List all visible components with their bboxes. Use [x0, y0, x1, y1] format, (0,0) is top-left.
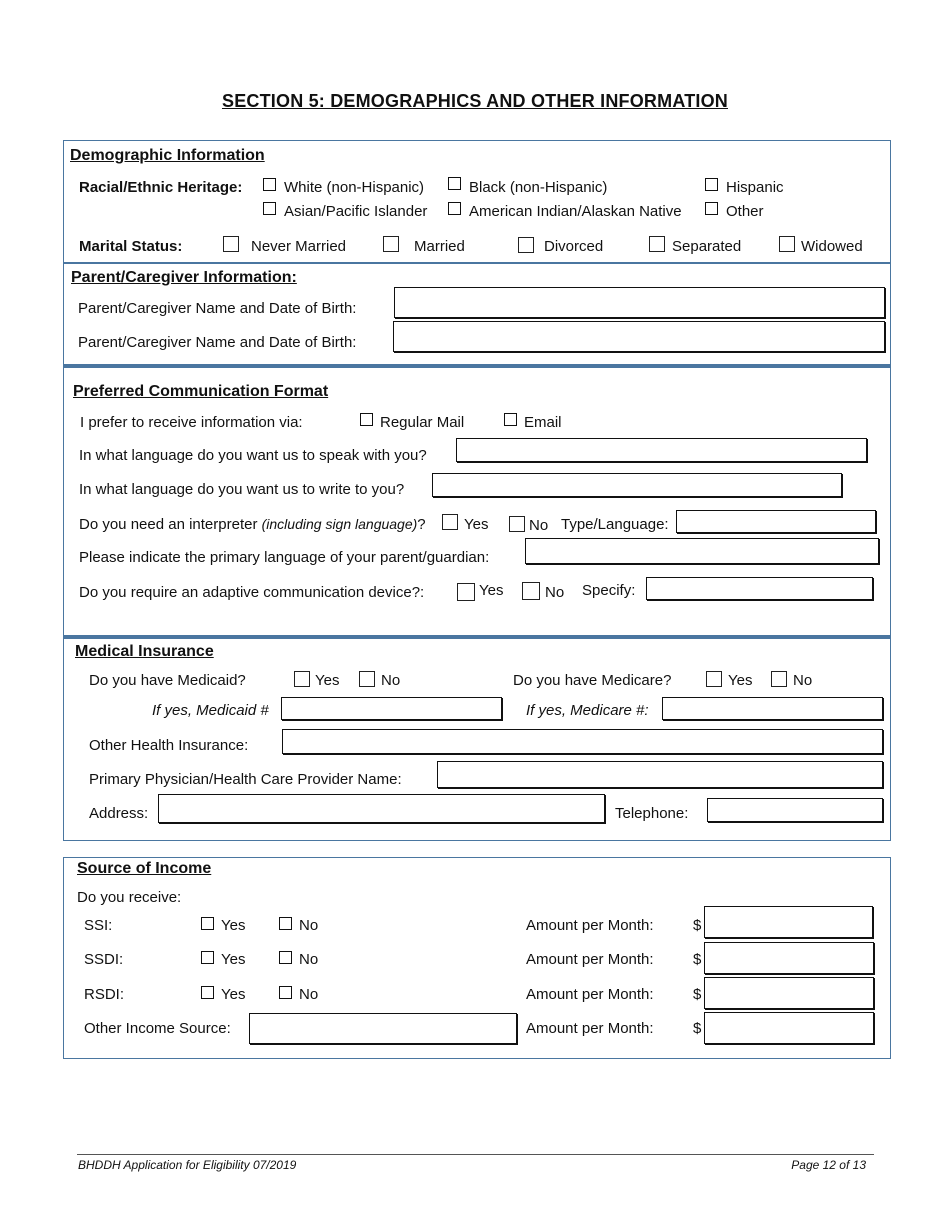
heritage-white-label: White (non-Hispanic) — [284, 179, 425, 196]
medicare-label: Do you have Medicare? — [513, 672, 672, 689]
primary-language-label: Please indicate the primary language of your parent/guardian: — [79, 549, 490, 566]
footer-right: Page 12 of 13 — [791, 1158, 866, 1172]
interpreter-note: (including sign language) — [261, 516, 418, 532]
heritage-american-indian-label: American Indian/Alaskan Native — [469, 203, 682, 220]
marital-widowed-checkbox[interactable] — [779, 236, 795, 252]
prefer-mail-checkbox[interactable] — [360, 413, 373, 426]
speak-language-field[interactable] — [456, 438, 867, 462]
marital-separated-checkbox[interactable] — [649, 236, 665, 252]
income-ssi-no-label: No — [299, 917, 319, 934]
marital-divorced-label: Divorced — [544, 238, 604, 255]
footer-rule — [77, 1154, 874, 1155]
income-ssi-amount-field[interactable] — [704, 906, 873, 938]
heritage-other-label: Other — [726, 203, 764, 220]
income-ssdi-yes-checkbox[interactable] — [201, 951, 214, 964]
interpreter-no-label: No — [529, 517, 549, 534]
heritage-black-checkbox[interactable] — [448, 177, 461, 190]
adaptive-device-label: Do you require an adaptive communication device?: — [79, 584, 425, 601]
income-rsdi-yes-checkbox[interactable] — [201, 986, 214, 999]
parent-header: Parent/Caregiver Information: — [71, 269, 297, 286]
medicaid-yes-checkbox[interactable] — [294, 671, 310, 687]
address-field[interactable] — [158, 794, 605, 823]
telephone-field[interactable] — [707, 798, 883, 822]
interpreter-yes-checkbox[interactable] — [442, 514, 458, 530]
income-ssdi-amount-field[interactable] — [704, 942, 874, 974]
marital-never-married-checkbox[interactable] — [223, 236, 239, 252]
income-rsdi-dollar: $ — [693, 986, 702, 1003]
income-ssdi-amount-label: Amount per Month: — [526, 951, 654, 968]
marital-widowed-label: Widowed — [801, 238, 863, 255]
speak-language-label: In what language do you want us to speak with you? — [79, 447, 427, 464]
income-ssdi-yes-label: Yes — [221, 951, 246, 968]
heritage-label: Racial/Ethnic Heritage: — [79, 179, 243, 196]
income-rsdi-no-checkbox[interactable] — [279, 986, 292, 999]
section-title: SECTION 5: DEMOGRAPHICS AND OTHER INFORMATION — [221, 91, 728, 111]
marital-married-label: Married — [414, 238, 465, 255]
income-ssdi-label: SSDI: — [84, 951, 124, 968]
marital-separated-label: Separated — [672, 238, 742, 255]
medicaid-label: Do you have Medicaid? — [89, 672, 246, 689]
income-ssdi-no-label: No — [299, 951, 319, 968]
write-language-field[interactable] — [432, 473, 842, 497]
prefer-mail-label: Regular Mail — [380, 414, 465, 431]
physician-label: Primary Physician/Health Care Provider Name: — [89, 771, 402, 788]
prefer-email-label: Email — [524, 414, 562, 431]
write-language-label: In what language do you want us to write to you? — [79, 481, 405, 498]
income-receive-label: Do you receive: — [77, 889, 182, 906]
heritage-american-indian-checkbox[interactable] — [448, 202, 461, 215]
income-other-amount-label: Amount per Month: — [526, 1020, 654, 1037]
prefer-email-checkbox[interactable] — [504, 413, 517, 426]
income-other-label: Other Income Source: — [84, 1020, 231, 1037]
heritage-other-checkbox[interactable] — [705, 202, 718, 215]
income-rsdi-label: RSDI: — [84, 986, 125, 1003]
specify-field[interactable] — [646, 577, 873, 600]
insurance-header: Medical Insurance — [75, 643, 214, 660]
physician-field[interactable] — [437, 761, 883, 788]
heritage-asian-checkbox[interactable] — [263, 202, 276, 215]
income-ssi-label: SSI: — [84, 917, 113, 934]
heritage-asian-label: Asian/Pacific Islander — [284, 203, 428, 220]
divider-demographic-parent — [63, 262, 891, 264]
address-label: Address: — [89, 805, 149, 822]
income-header: Source of Income — [77, 860, 212, 877]
parent-row1-label: Parent/Caregiver Name and Date of Birth: — [78, 300, 357, 317]
marital-label: Marital Status: — [79, 238, 183, 255]
type-language-label: Type/Language: — [561, 516, 669, 533]
income-other-field[interactable] — [249, 1013, 517, 1044]
specify-label: Specify: — [582, 582, 636, 599]
income-ssi-yes-label: Yes — [221, 917, 246, 934]
adaptive-yes-label: Yes — [479, 582, 504, 599]
income-rsdi-amount-label: Amount per Month: — [526, 986, 654, 1003]
medicare-yes-label: Yes — [728, 672, 753, 689]
footer-left: BHDDH Application for Eligibility 07/2019 — [78, 1158, 297, 1172]
income-rsdi-no-label: No — [299, 986, 319, 1003]
marital-never-married-label: Never Married — [251, 238, 347, 255]
parent-row2-field[interactable] — [393, 321, 885, 352]
heritage-black-label: Black (non-Hispanic) — [469, 179, 608, 196]
income-ssi-dollar: $ — [693, 917, 702, 934]
medicare-yes-checkbox[interactable] — [706, 671, 722, 687]
income-ssi-no-checkbox[interactable] — [279, 917, 292, 930]
parent-row1-field[interactable] — [394, 287, 885, 318]
medicare-no-label: No — [793, 672, 813, 689]
interpreter-question — [79, 516, 426, 533]
income-other-dollar: $ — [693, 1020, 702, 1037]
medicaid-yes-label: Yes — [315, 672, 340, 689]
demographic-header: Demographic Information — [70, 147, 265, 164]
adaptive-yes-checkbox[interactable] — [457, 583, 475, 601]
heritage-hispanic-label: Hispanic — [726, 179, 784, 196]
parent-row2-label: Parent/Caregiver Name and Date of Birth: — [78, 334, 357, 351]
income-other-amount-field[interactable] — [704, 1012, 874, 1044]
type-language-field[interactable] — [676, 510, 876, 533]
other-insurance-field[interactable] — [282, 729, 883, 754]
interpreter-no-checkbox[interactable] — [509, 516, 525, 532]
adaptive-no-label: No — [545, 584, 565, 601]
income-rsdi-amount-field[interactable] — [704, 977, 874, 1009]
medicare-number-field[interactable] — [662, 697, 883, 720]
marital-married-checkbox[interactable] — [383, 236, 399, 252]
medicaid-number-label: If yes, Medicaid # — [152, 702, 269, 719]
telephone-label: Telephone: — [615, 805, 689, 822]
heritage-white-checkbox[interactable] — [263, 178, 276, 191]
medicaid-number-field[interactable] — [281, 697, 502, 720]
medicaid-no-label: No — [381, 672, 401, 689]
income-rsdi-yes-label: Yes — [221, 986, 246, 1003]
medicare-number-label: If yes, Medicare #: — [526, 702, 649, 719]
income-ssdi-no-checkbox[interactable] — [279, 951, 292, 964]
other-insurance-label: Other Health Insurance: — [89, 737, 249, 754]
interpreter-yes-label: Yes — [464, 516, 489, 533]
heritage-hispanic-checkbox[interactable] — [705, 178, 718, 191]
income-ssi-yes-checkbox[interactable] — [201, 917, 214, 930]
marital-divorced-checkbox[interactable] — [518, 237, 534, 253]
primary-language-field[interactable] — [525, 538, 879, 564]
interpreter-label: Do you need an interpreter — [79, 516, 258, 533]
income-ssi-amount-label: Amount per Month: — [526, 917, 654, 934]
income-ssdi-dollar: $ — [693, 951, 702, 968]
medicaid-no-checkbox[interactable] — [359, 671, 375, 687]
prefer-label: I prefer to receive information via: — [80, 414, 303, 431]
medicare-no-checkbox[interactable] — [771, 671, 787, 687]
adaptive-no-checkbox[interactable] — [522, 582, 540, 600]
interpreter-q-mark: ? — [417, 516, 426, 533]
communication-header: Preferred Communication Format — [73, 383, 329, 400]
